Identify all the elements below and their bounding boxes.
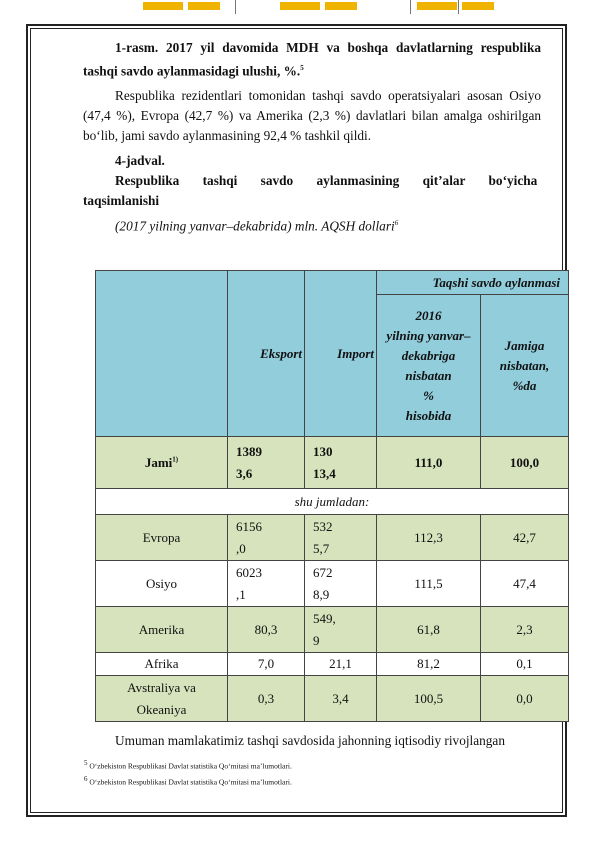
total-export-line: 1389 [236,443,262,459]
table-label: 4-jadval. [115,153,165,169]
header-group: Taqshi savdo aylanmasi [377,271,569,295]
header-share-line: Jamiga [504,337,545,353]
header-ratio-line: 2016 [415,307,442,323]
row-export [228,607,305,653]
footnotes [84,757,292,788]
row-ratio: 100,5 [377,676,481,722]
header-share-line: %da [512,377,537,393]
row-import [305,676,377,722]
row-import [305,653,377,676]
row-name-line: Evropa [142,529,181,545]
row-import-line: 8,9 [313,586,330,602]
row-import [305,561,377,607]
table-row [96,561,569,607]
row-export [228,653,305,676]
row-ratio: 111,5 [377,561,481,607]
table-row [96,607,569,653]
row-name [96,653,228,676]
row-name [96,515,228,561]
row-name-line: Avstraliya va [127,679,196,695]
header-ratio-line: nisbatan [405,367,452,383]
total-import-line: 13,4 [313,465,336,481]
row-name [96,561,228,607]
closing-paragraph: Umuman mamlakatimiz tashqi savdosida jahonning iqtisodiy rivojlangan [115,733,505,748]
row-import-line: 3,4 [332,690,349,706]
row-import-line: 532 [313,518,333,534]
row-export [228,561,305,607]
row-name-line: Osiyo [145,575,178,591]
total-export-line: 3,6 [236,465,253,481]
row-export-line: 6156 [236,518,262,534]
table-title: Respublika tashqi savdo aylanmasining qit’alar bo‘yicha [115,173,538,189]
trade-table [95,270,569,722]
footnote: $^5$ O‘zbekiston Respublikasi Davlat statistika Qo‘mitasi ma’lumotlari. [84,759,292,771]
row-share: 0,1 [481,653,569,676]
header-ratio [377,295,481,437]
row-ratio: 61,8 [377,607,481,653]
row-name-line: Afrika [144,656,179,671]
body-paragraph: Respublika rezidentlari tomonidan tashqi savdo operatsiyalari asosan Osiyo (47,4 %), Evropa (42,7 %) va Amerika (2,3 %) davlatlari bilan amalga oshirilgan bo‘lib, jami savdo aylanmasining 92,4 % tashkil qildi. [83,88,541,144]
subheader: shu jumladan: [96,489,569,515]
row-export [228,676,305,722]
header-empty [96,271,228,437]
row-import-line: 9 [313,632,320,648]
header-share-line: nisbatan, [499,357,550,373]
header-ratio-line: yilning yanvar– [386,327,471,343]
table-row [96,653,569,676]
row-ratio: 112,3 [377,515,481,561]
row-ratio: 81,2 [377,653,481,676]
row-export-line: ,0 [236,540,246,556]
row-import-line: 5,7 [313,540,330,556]
row-name-line: Amerika [138,621,185,637]
row-export [228,515,305,561]
row-export-line: 80,3 [254,621,278,637]
row-name-line: Okeaniya [136,701,187,717]
total-name: Jami$^{1)}$ [96,437,228,489]
total-share: 100,0 [481,437,569,489]
figure-caption: 1-rasm. 2017 yil davomida MDH va boshqa davlatlarning respublika tashqi savdo aylanmasidagi ulushi, %.$^5$ [83,40,541,79]
row-import [305,515,377,561]
table-row [96,676,569,722]
row-export-line: 0,3 [257,690,275,706]
previous-figure-fragment [0,0,595,24]
header-share [481,295,569,437]
table-units: (2017 yilning yanvar–dekabrida) mln. AQSH dollari$^6$ [115,218,399,234]
total-import-line: 130 [313,443,333,459]
header-ratio-line: % [423,387,434,403]
header-ratio-line: hisobida [405,407,452,423]
row-import-line: 549, [313,610,336,626]
text-block [83,38,541,237]
total-ratio: 111,0 [377,437,481,489]
row-import [305,607,377,653]
row-import-line: 21,1 [329,656,352,671]
header-ratio-line: dekabriga [401,347,456,363]
row-share: 47,4 [481,561,569,607]
header-export: Eksport [228,271,305,437]
row-export-line: 7,0 [257,656,275,671]
row-name [96,676,228,722]
row-import-line: 672 [313,564,333,580]
row-export-line: ,1 [236,586,246,602]
table-row [96,515,569,561]
row-export-line: 6023 [236,564,262,580]
header-import: Import [305,271,377,437]
total-import [305,437,377,489]
row-share: 2,3 [481,607,569,653]
row-share: 0,0 [481,676,569,722]
table-title-cont: taqsimlanishi [83,193,160,209]
footnote: $^6$ O‘zbekiston Respublikasi Davlat statistika Qo‘mitasi ma’lumotlari. [84,774,292,786]
row-share: 42,7 [481,515,569,561]
total-export [228,437,305,489]
row-name [96,607,228,653]
